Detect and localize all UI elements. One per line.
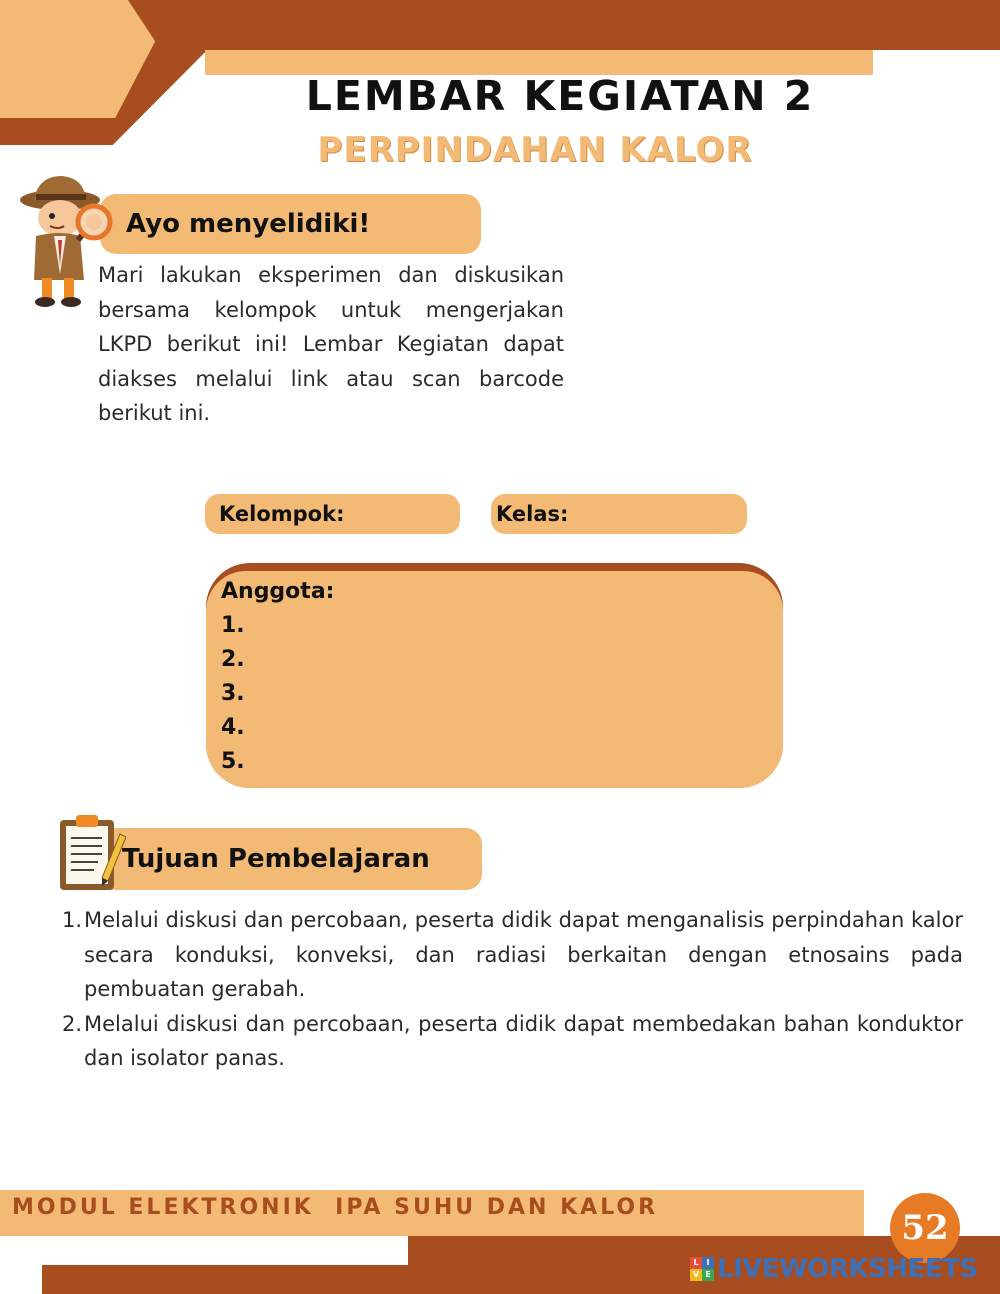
goal-item	[62, 903, 963, 1007]
page-subtitle: PERPINDAHAN KALOR	[317, 130, 753, 170]
module-title: MODUL ELEKTRONIK IPA SUHU DAN KALOR	[12, 1195, 659, 1220]
members-box	[206, 571, 783, 788]
clipboard-icon	[58, 812, 126, 892]
investigate-heading: Ayo menyelidiki!	[100, 194, 481, 254]
liveworksheets-watermark[interactable]	[690, 1254, 978, 1284]
goal-number: 2.	[62, 1011, 83, 1036]
goals-list	[62, 903, 963, 1076]
page-title: LEMBAR KEGIATAN 2	[305, 72, 815, 120]
group-field[interactable]: Kelompok:	[205, 494, 460, 534]
member-row[interactable]: 2.	[221, 647, 245, 672]
class-field[interactable]: Kelas:	[491, 494, 747, 534]
goal-text: Melalui diskusi dan percobaan, peserta didik dapat membedakan bahan konduktor dan isolator panas.	[84, 1011, 963, 1070]
member-row[interactable]: 4.	[221, 715, 245, 740]
footer-band-dark-left	[42, 1265, 422, 1294]
member-row[interactable]: 1.	[221, 613, 245, 638]
members-label: Anggota:	[221, 579, 335, 604]
member-row[interactable]: 5.	[221, 749, 245, 774]
page-number: 52	[890, 1193, 960, 1263]
watermark-text: LIVEWORKSHEETS	[717, 1254, 978, 1284]
goal-item	[62, 1007, 963, 1076]
goal-text: Melalui diskusi dan percobaan, peserta didik dapat menganalisis perpindahan kalor secara konduksi, konveksi, dan radiasi berkaitan dengan etnosains pada pembuatan gerabah.	[84, 908, 963, 1001]
investigate-paragraph: Mari lakukan eksperimen dan diskusikan bersama kelompok untuk mengerjakan LKPD berikut ini! Lembar Kegiatan dapat diakses melalui link atau scan barcode berikut ini.	[98, 263, 564, 425]
goal-number: 1.	[62, 908, 83, 932]
member-row[interactable]: 3.	[221, 681, 245, 706]
goals-heading: Tujuan Pembelajaran	[100, 828, 482, 890]
liveworksheets-logo-icon: L I V E	[690, 1257, 714, 1281]
